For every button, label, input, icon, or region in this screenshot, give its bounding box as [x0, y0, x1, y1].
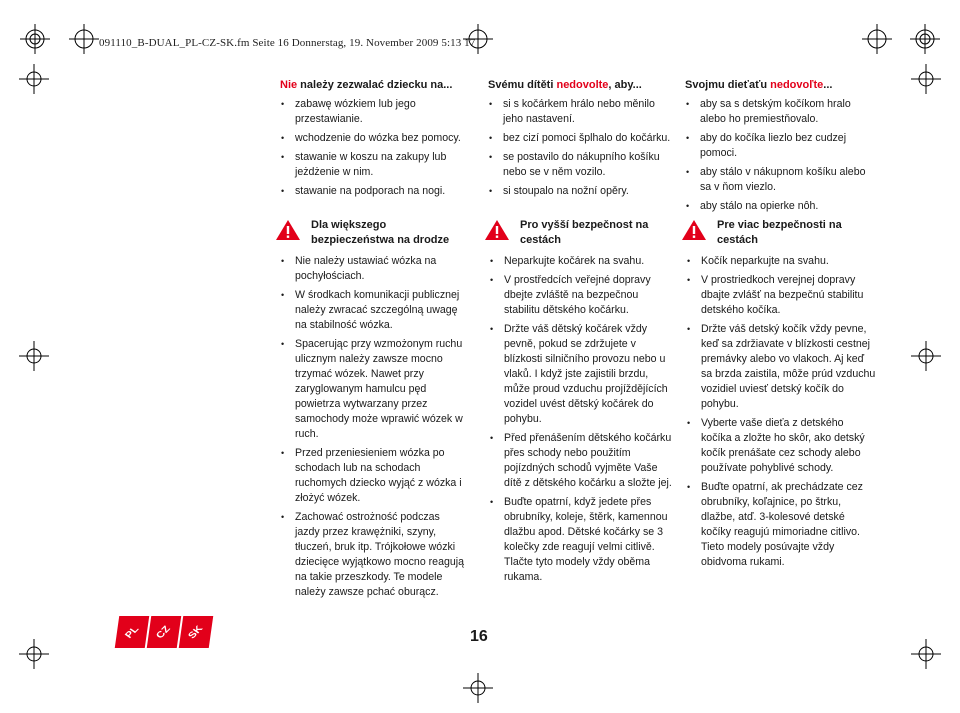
list-item: • stawanie na podporach na nogi.	[280, 184, 465, 199]
list-item: • si s kočárkem hrálo nebo měnilo jeho nastavení.	[488, 97, 673, 127]
list-item: • aby stálo na opierke nôh.	[685, 199, 875, 214]
safety-section-sk	[699, 218, 877, 574]
safety-section-pl	[293, 218, 465, 604]
registration-mark-icon	[910, 63, 942, 95]
list-item: • Kočík neparkujte na svahu.	[686, 254, 877, 269]
list-item: • V prostředcích veřejné dopravy dbejte zvláště na bezpečnou stabilitu dětského kočárku.	[489, 273, 674, 318]
warning-icon	[681, 219, 707, 241]
list-item: • Buďte opatrní, když jedete přes obrubníky, koleje, štěrk, kamennou dlažbu apod. Dětské kočárky se 3 kolečky zde reagují velmi citlivě. Tlačte tyto modely vždy oběma rukama.	[489, 495, 674, 585]
list-item: • Držte váš detský kočík vždy pevne, keď sa zdržiavate v blízkosti cestnej premávky alebo vo vlakoch. Aj keď sa brzda zaistila, môže prúd vzduchu vozidiel uviesť detský kočík do pohybu.	[686, 322, 877, 412]
section-title: Svojmu dieťaťu nedovoľte...	[685, 79, 833, 91]
registration-mark-icon	[462, 23, 494, 55]
top-section-cz	[488, 78, 673, 203]
warning-icon	[484, 219, 510, 241]
warning-icon	[275, 219, 301, 241]
list-item: • Neparkujte kočárek na svahu.	[489, 254, 674, 269]
registration-mark-icon	[19, 23, 51, 55]
list-item: • si stoupalo na nožní opěry.	[488, 184, 673, 199]
registration-mark-icon	[861, 23, 893, 55]
list-item: • Držte váš dětský kočárek vždy pevně, pokud se zdržujete v blízkosti silničního provozu nebo u vlaků. I když jste zajistili brzdu, může proud vzduchu projíždějících vozidel uvést dětský kočárek do pohybu.	[489, 322, 674, 427]
list-item: • aby stálo v nákupnom košíku alebo sa v ňom viezlo.	[685, 165, 875, 195]
section-title: Svému dítěti nedovolte, aby...	[488, 79, 642, 91]
page-number: 16	[470, 628, 488, 645]
language-tab-sk: SK	[179, 616, 213, 648]
section-title: Dla większego bezpieczeństwa na drodze	[311, 219, 450, 246]
list-item: • Vyberte vaše dieťa z detského kočíka a zložte ho skôr, ako detský kočík prenášate cez schody alebo používate pohyblivé schody.	[686, 416, 877, 476]
language-tab-cz: CZ	[147, 616, 181, 648]
list-item: • aby sa s detským kočíkom hralo alebo ho premiestňovalo.	[685, 97, 875, 127]
list-item: • se postavilo do nákupního košíku nebo se v něm vozilo.	[488, 150, 673, 180]
registration-mark-icon	[910, 638, 942, 670]
list-item: • aby do kočíka liezlo bez cudzej pomoci.	[685, 131, 875, 161]
list-item: • zabawę wózkiem lub jego przestawianie.	[280, 97, 465, 127]
list-item: • wchodzenie do wózka bez pomocy.	[280, 131, 465, 146]
list-item: • Zachować ostrożność podczas jazdy przez krawężniki, szyny, tłuczeń, bruk itp. Trójkołowe wózki dziecięce wyjątkowo mocno reagują na takie przeszkody. Te modele należy zawsze pchać oburącz.	[280, 510, 465, 600]
list-item: • Buďte opatrní, ak prechádzate cez obrubníky, koľajnice, po štrku, dlažbe, atď. 3-kolesové detské kočíky reagujú mimoriadne citlivo. Tieto modely posúvajte vždy obidvoma rukami.	[686, 480, 877, 570]
section-title: Pre viac bezpečnosti na cestách	[717, 219, 842, 246]
registration-mark-icon	[909, 23, 941, 55]
list-item: • bez cizí pomoci šplhalo do kočárku.	[488, 131, 673, 146]
section-title: Nie należy zezwalać dziecku na...	[280, 79, 453, 91]
registration-mark-icon	[18, 638, 50, 670]
top-section-pl	[280, 78, 465, 203]
language-tabs	[117, 616, 211, 648]
top-section-sk	[685, 78, 875, 218]
instruction-list	[686, 254, 877, 570]
instruction-list	[685, 97, 875, 214]
registration-mark-icon	[910, 340, 942, 372]
instruction-list	[280, 254, 465, 600]
list-item: • W środkach komunikacji publicznej należy zwracać szczególną uwagę na stabilność wózka.	[280, 288, 465, 333]
list-item: • Před přenášením dětského kočárku přes schody nebo použitím pojízdných schodů vyjměte Vaše dítě z dětského kočárku a složte jej.	[489, 431, 674, 491]
section-title: Pro vyšší bezpečnost na cestách	[520, 219, 649, 246]
registration-mark-icon	[18, 63, 50, 95]
list-item: • stawanie w koszu na zakupy lub jeżdżenie w nim.	[280, 150, 465, 180]
language-tab-pl: PL	[115, 616, 149, 648]
list-item: • Spacerując przy wzmożonym ruchu ulicznym należy zawsze mocno trzymać wózek. Nawet przy zaryglowanym hamulcu pęd powietrza wytwarzany przez samochody może wprawić wózek w ruch.	[280, 337, 465, 442]
instruction-list	[280, 97, 465, 199]
registration-mark-icon	[18, 340, 50, 372]
list-item: • Nie należy ustawiać wózka na pochyłościach.	[280, 254, 465, 284]
list-item: • V prostriedkoch verejnej dopravy dbajte zvlášť na bezpečnú stabilitu detského kočíka.	[686, 273, 877, 318]
list-item: • Przed przeniesieniem wózka po schodach lub na schodach ruchomych dziecko wyjąć z wózka i złożyć wózek.	[280, 446, 465, 506]
print-header: 091110_B-DUAL_PL-CZ-SK.fm Seite 16 Donnerstag, 19. November 2009 5:13 17	[99, 37, 476, 49]
instruction-list	[489, 254, 674, 585]
registration-mark-icon	[68, 23, 100, 55]
instruction-list	[488, 97, 673, 199]
safety-section-cz	[502, 218, 674, 589]
registration-mark-icon	[462, 672, 494, 704]
